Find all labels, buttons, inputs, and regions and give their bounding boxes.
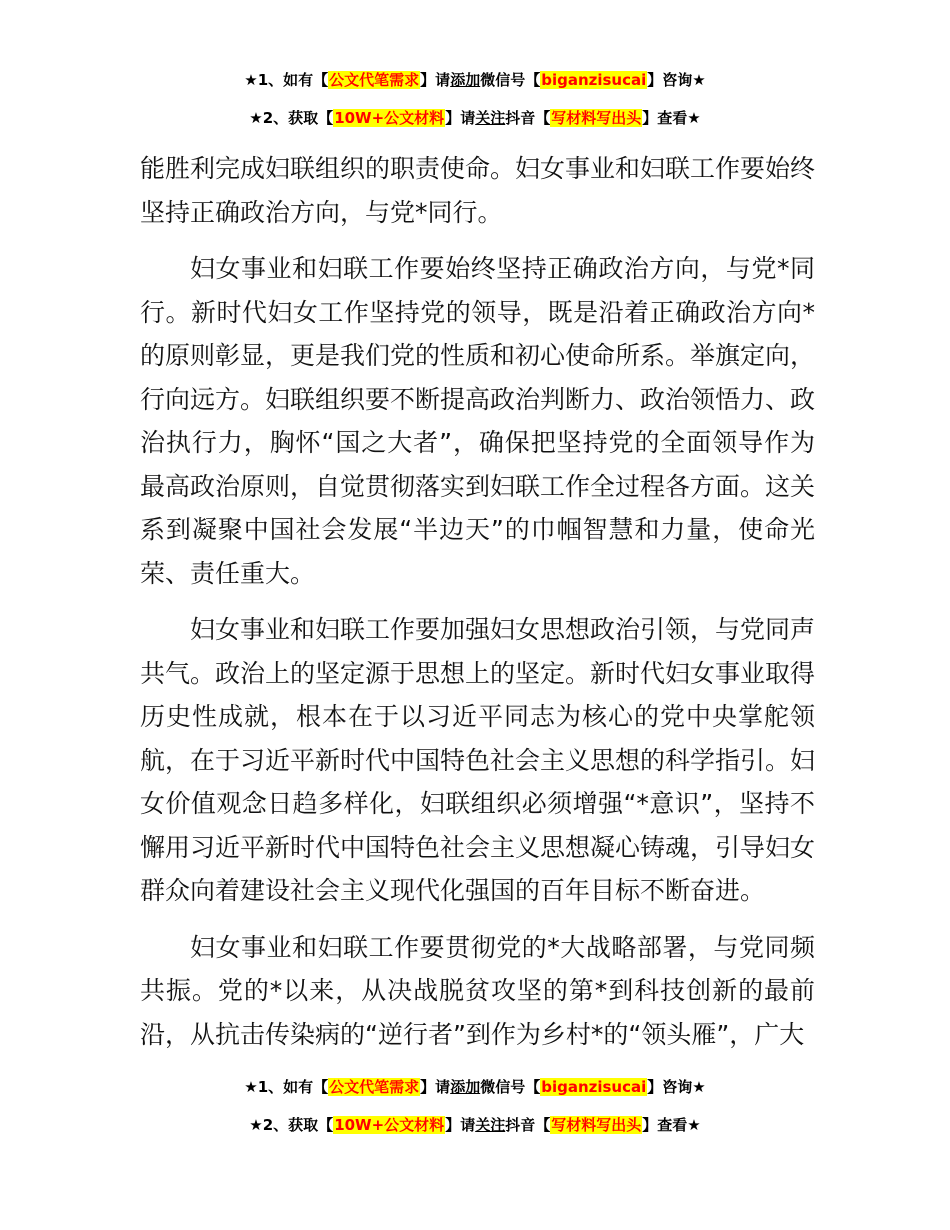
footer-ad-line-1-suffix: 】咨询★ — [647, 1078, 706, 1096]
document-body — [140, 147, 815, 1056]
header-ad-line-2-prefix: ★2、获取【 — [249, 109, 334, 127]
footer-ad-line-1-mid: 】请 — [420, 1078, 451, 1096]
paragraph-political-direction: 妇女事业和妇联工作要始终坚持正确政治方向，与党*同行。新时代妇女工作坚持党的领导，既是沿着正确政治方向*的原则彰显，更是我们党的性质和初心使命所系。举旗定向，行向远方。妇联组织要不断提高政治判断力、政治领悟力、政治执行力，胸怀“国之大者”，确保把坚持党的全面领导作为最高政治原则，自觉贯彻落实到妇联工作全过程各方面。这关系到凝聚中国社会发展“半边天”的巾帼智慧和力量，使命光荣、责任重大。 — [140, 254, 816, 588]
footer-ad-line-2-underlined: 关注 — [475, 1116, 506, 1134]
footer-ad-line-2-prefix: ★2、获取【 — [249, 1116, 334, 1134]
header-ad-line-2-highlight-materials: 10W+公文材料 — [334, 109, 445, 127]
footer-ad-line-1-prefix: ★1、如有【 — [244, 1078, 329, 1096]
header-ad-line-2-suffix: 】查看★ — [642, 109, 701, 127]
paragraph-ideological-guidance: 妇女事业和妇联工作要加强妇女思想政治引领，与党同声共气。政治上的坚定源于思想上的坚定。新时代妇女事业取得历史性成就，根本在于以习近平同志为核心的党中央掌舵领航，在于习近平新时代中国特色社会主义思想的科学指引。妇女价值观念日趋多样化，妇联组织必须增强“*意识”，坚持不懈用习近平新时代中国特色社会主义思想凝心铸魂，引导妇女群众向着建设社会主义现代化强国的百年目标不断奋进。 — [140, 615, 816, 905]
footer-ad-line-2-highlight-materials: 10W+公文材料 — [334, 1116, 445, 1134]
paragraph-continuation: 能胜利完成妇联组织的职责使命。妇女事业和妇联工作要始终坚持正确政治方向，与党*同行。 — [140, 154, 816, 227]
header-ad-line-1-suffix: 】咨询★ — [647, 71, 706, 89]
footer-ad-line-2-suffix: 】查看★ — [642, 1116, 701, 1134]
footer-ad-line-2 — [0, 1113, 950, 1137]
header-ad-line-2-mid-2: 抖音【 — [505, 109, 551, 127]
footer-ad-line-2-mid: 】请 — [445, 1116, 476, 1134]
header-ad-line-1-highlight-wechat-id: biganzisucai — [541, 71, 647, 89]
footer-ad-line-2-highlight-douyin: 写材料写出头 — [551, 1116, 642, 1134]
header-ad-line-2-mid: 】请 — [445, 109, 476, 127]
footer-ad-line-1-underlined: 添加 — [450, 1078, 481, 1096]
footer-ad-line-1-highlight-wechat-id: biganzisucai — [541, 1078, 647, 1096]
header-ad-line-2-highlight-douyin: 写材料写出头 — [551, 109, 642, 127]
header-ad-line-1-prefix: ★1、如有【 — [244, 71, 329, 89]
footer-ad-line-1-mid-2: 微信号【 — [480, 1078, 541, 1096]
footer-ad-line-1-highlight-service: 公文代笔需求 — [329, 1078, 420, 1096]
header-ad-line-2 — [0, 106, 950, 130]
footer-ad-line-1 — [0, 1075, 950, 1099]
paragraph-strategic-deployment: 妇女事业和妇联工作要贯彻党的*大战略部署，与党同频共振。党的*以来，从决战脱贫攻坚的第*到科技创新的最前沿，从抗击传染病的“逆行者”到作为乡村*的“领头雁”，广大 — [140, 932, 815, 1049]
header-ad-line-1-mid: 】请 — [420, 71, 451, 89]
header-ad-line-1 — [0, 68, 950, 92]
header-ad-line-1-underlined: 添加 — [450, 71, 481, 89]
header-ad-line-1-mid-2: 微信号【 — [480, 71, 541, 89]
header-ad-line-1-highlight-service: 公文代笔需求 — [329, 71, 420, 89]
footer-ad-line-2-mid-2: 抖音【 — [505, 1116, 551, 1134]
header-ad-line-2-underlined: 关注 — [475, 109, 506, 127]
